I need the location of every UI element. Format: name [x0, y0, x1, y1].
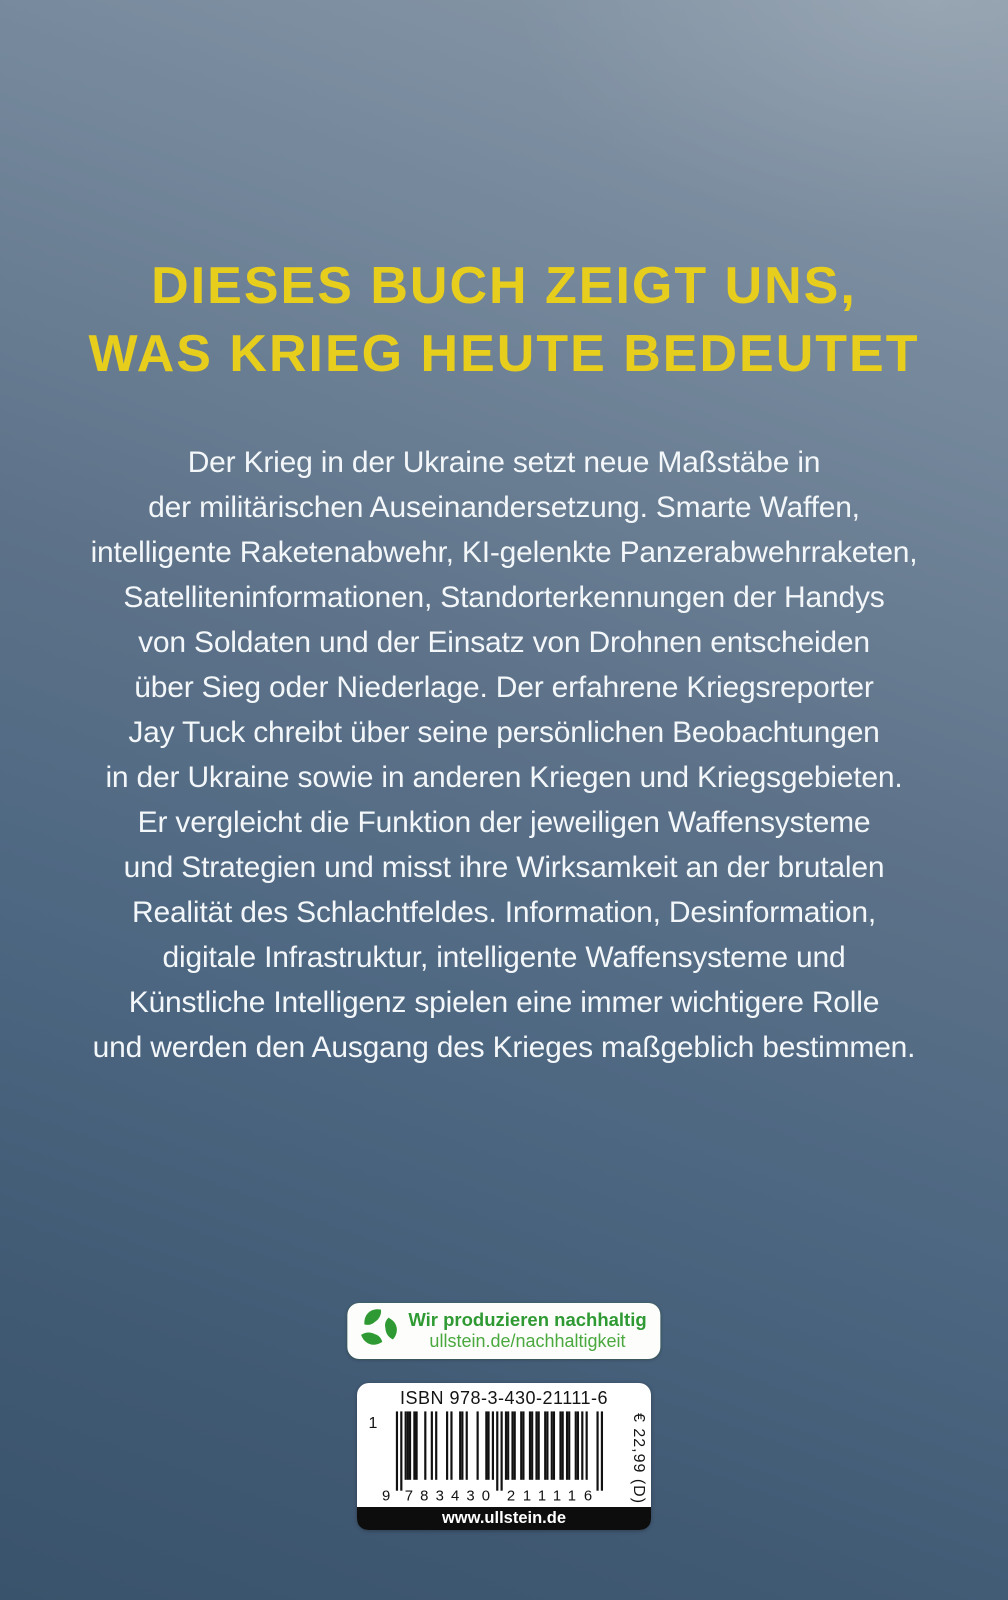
barcode-area: [357, 1409, 651, 1507]
badge-url: ullstein.de/nachhaltigkeit: [429, 1330, 626, 1351]
headline-line: WAS KRIEG HEUTE BEDEUTET: [88, 325, 920, 383]
badge-text: [408, 1310, 646, 1351]
isbn-label: ISBN 978-3-430-21111-6: [399, 1388, 609, 1408]
blurb-line: in der Ukraine sowie in anderen Kriegen und Kriegsgebieten.: [105, 761, 903, 794]
ean-barcode: [381, 1411, 605, 1504]
blurb-line: Satelliteninformationen, Standorterkennungen der Handys: [123, 581, 885, 614]
price-label: € 22,99 (D): [630, 1413, 647, 1505]
blurb-text: [0, 440, 1008, 1070]
blurb-line: digitale Infrastruktur, intelligente Waffensysteme und: [162, 941, 846, 974]
blurb-line: Jay Tuck chreibt über seine persönlichen Beobachtungen: [128, 716, 880, 749]
publisher-website: www.ullstein.de: [357, 1507, 651, 1530]
blurb-line: Der Krieg in der Ukraine setzt neue Maßstäbe in: [187, 446, 821, 479]
leaf-cycle-icon: [357, 1307, 399, 1354]
barcode-card: [357, 1383, 651, 1530]
svg-text:783430: 783430: [404, 1488, 491, 1504]
blurb-line: der militärischen Auseinandersetzung. Smarte Waffen,: [148, 491, 860, 524]
blurb-line: Künstliche Intelligenz spielen eine immer wichtigere Rolle: [128, 986, 880, 1019]
sustainability-badge: [347, 1303, 660, 1359]
edition-indicator: 1: [368, 1415, 378, 1432]
headline-line: DIESES BUCH ZEIGT UNS,: [151, 257, 857, 315]
blurb-line: von Soldaten und der Einsatz von Drohnen entscheiden: [138, 626, 870, 659]
blurb-line: über Sieg oder Niederlage. Der erfahrene Kriegsreporter: [134, 671, 874, 704]
badge-title: Wir produzieren nachhaltig: [408, 1309, 647, 1331]
blurb-line: Realität des Schlachtfeldes. Information, Desinformation,: [132, 896, 876, 929]
svg-text:211116: 211116: [506, 1488, 593, 1504]
blurb-line: intelligente Raketenabwehr, KI-gelenkte Panzerabwehrraketen,: [90, 536, 918, 569]
headline: [0, 252, 1008, 388]
blurb-line: Er vergleicht die Funktion der jeweiligen Waffensysteme: [137, 806, 871, 839]
blurb-line: und werden den Ausgang des Krieges maßgeblich bestimmen.: [92, 1031, 916, 1064]
svg-text:9: 9: [381, 1488, 391, 1504]
blurb-line: und Strategien und misst ihre Wirksamkeit an der brutalen: [123, 851, 885, 884]
